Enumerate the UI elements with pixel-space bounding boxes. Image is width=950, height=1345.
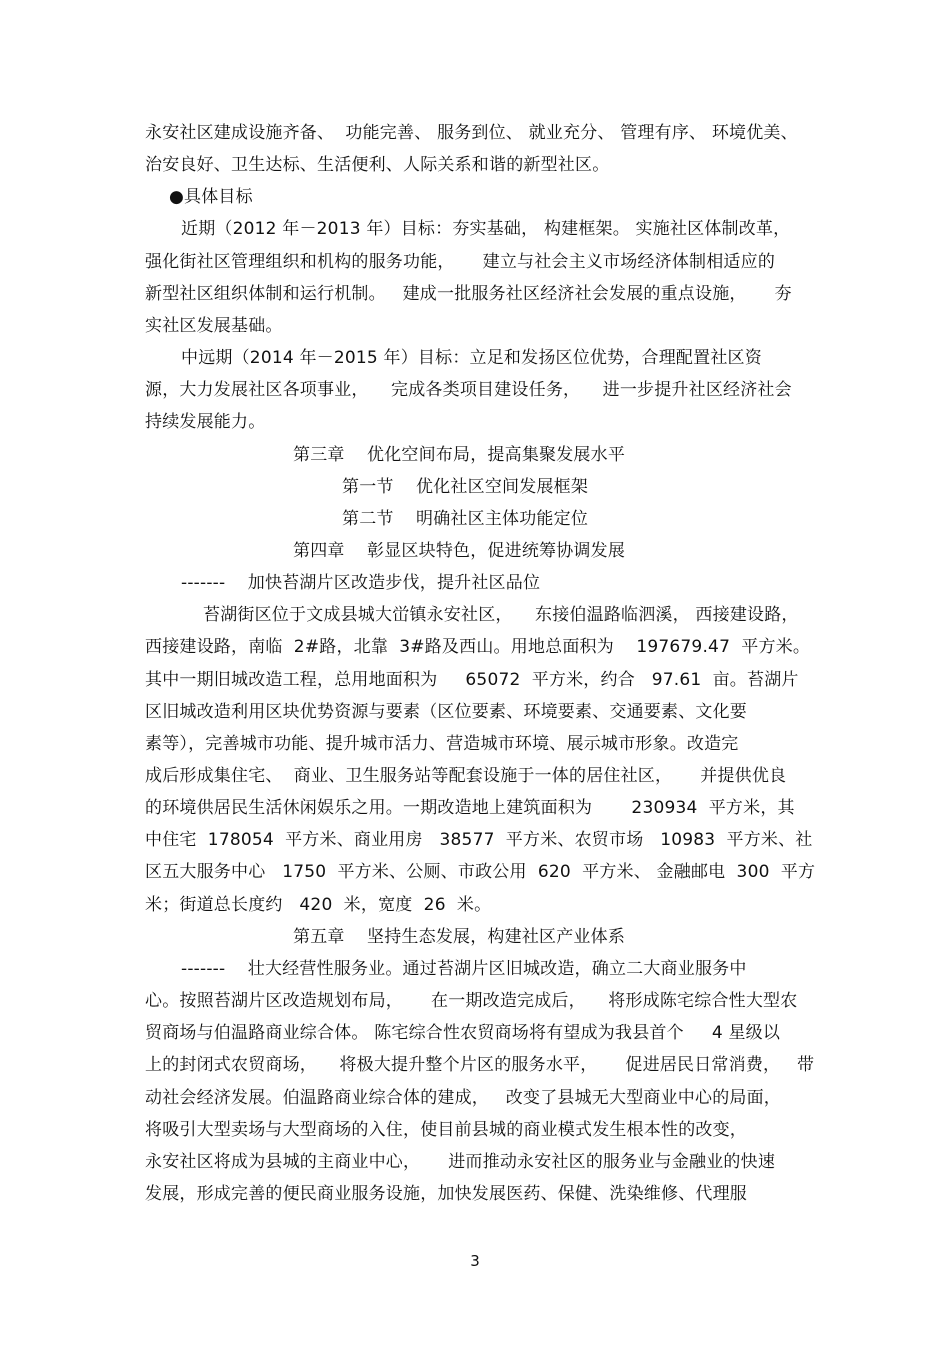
text-line: 近期（2012 年－2013 年）目标：夯实基础， 构建框架。 实施社区体制改革， <box>181 219 791 240</box>
text-line: 将吸引大型卖场与大型商场的入住，使目前县城的商业模式发生根本性的改变， <box>145 1119 747 1140</box>
text-line: 实社区发展基础。 <box>145 315 283 336</box>
text-line: 上的封闭式农贸商场， 将极大提升整个片区的服务水平， 促进居民日常消费， 带 <box>145 1055 815 1076</box>
text-line: 永安社区将成为县城的主商业中心， 进而推动永安社区的服务业与金融业的快速 <box>145 1151 776 1172</box>
text-line: ------- 壮大经营性服务业。通过苔湖片区旧城改造，确立二大商业服务中 <box>181 958 747 979</box>
text-line: ------- 加快苔湖片区改造步伐，提升社区品位 <box>181 573 541 594</box>
text-line: 第五章 坚持生态发展，构建社区产业体系 <box>293 926 626 947</box>
text-line: 中住宅 178054 平方米、商业用房 38577 平方米、农贸市场 10983 平方米、社 <box>145 830 813 851</box>
text-line: 动社会经济发展。伯温路商业综合体的建成， 改变了县城无大型商业中心的局面， <box>145 1087 782 1108</box>
text-line: 第三章 优化空间布局，提高集聚发展水平 <box>293 444 626 465</box>
text-line: 苔湖街区位于文成县城大峃镇永安社区， 东接伯温路临泗溪， 西接建设路， <box>203 605 799 626</box>
text-line: 素等），完善城市功能、提升城市活力、营造城市环境、展示城市形象。改造完 <box>145 733 739 754</box>
text-line: 强化街社区管理组织和机构的服务功能， 建立与社会主义市场经济体制相适应的 <box>145 251 776 272</box>
text-line: 持续发展能力。 <box>145 412 266 433</box>
page-number: 3 <box>470 1252 480 1270</box>
text-line: 成后形成集住宅、 商业、卫生服务站等配套设施于一体的居住社区， 并提供优良 <box>145 766 787 786</box>
text-line: 心。按照苔湖片区改造规划布局， 在一期改造完成后， 将形成陈宅综合性大型农 <box>145 991 798 1012</box>
text-line: 米；街道总长度约 420 米，宽度 26 米。 <box>145 894 492 915</box>
text-line: 其中一期旧城改造工程，总用地面积为 65072 平方米，约合 97.61 亩。苔湖片 <box>145 669 799 690</box>
text-line: 新型社区组织体制和运行机制。 建成一批服务社区经济社会发展的重点设施， 夯 <box>145 283 792 304</box>
text-line: 源，大力发展社区各项事业， 完成各类项目建设任务， 进一步提升社区经济社会 <box>145 380 792 401</box>
text-line: 区五大服务中心 1750 平方米、公厕、市政公用 620 平方米、 金融邮电 300 平方 <box>145 862 816 883</box>
text-line: 第一节 优化社区空间发展框架 <box>342 476 589 497</box>
text-line: 治安良好、卫生达标、生活便利、人际关系和谐的新型社区。 <box>145 155 610 176</box>
text-line: 永安社区建成设施齐备、 功能完善、 服务到位、 就业充分、 管理有序、 环境优美、 <box>145 123 798 143</box>
text-line: ●具体目标 <box>169 187 253 208</box>
text-line: 发展，形成完善的便民商业服务设施，加快发展医药、保健、洗染维修、代理服 <box>145 1183 747 1204</box>
text-line: 第二节 明确社区主体功能定位 <box>342 508 589 529</box>
text-line: 第四章 彰显区块特色，促进统筹协调发展 <box>293 540 626 561</box>
text-line: 贸商场与伯温路商业综合体。 陈宅综合性农贸商场将有望成为我县首个 4 星级以 <box>145 1023 781 1044</box>
text-line: 的环境供居民生活休闲娱乐之用。一期改造地上建筑面积为 230934 平方米，其 <box>145 798 795 819</box>
text-line: 区旧城改造利用区块优势资源与要素（区位要素、环境要素、交通要素、文化要 <box>145 701 747 722</box>
text-line: 西接建设路，南临 2#路，北靠 3#路及西山。用地总面积为 197679.47 平方米。 <box>145 637 811 658</box>
text-line: 中远期（2014 年－2015 年）目标：立足和发扬区位优势，合理配置社区资 <box>181 348 762 369</box>
